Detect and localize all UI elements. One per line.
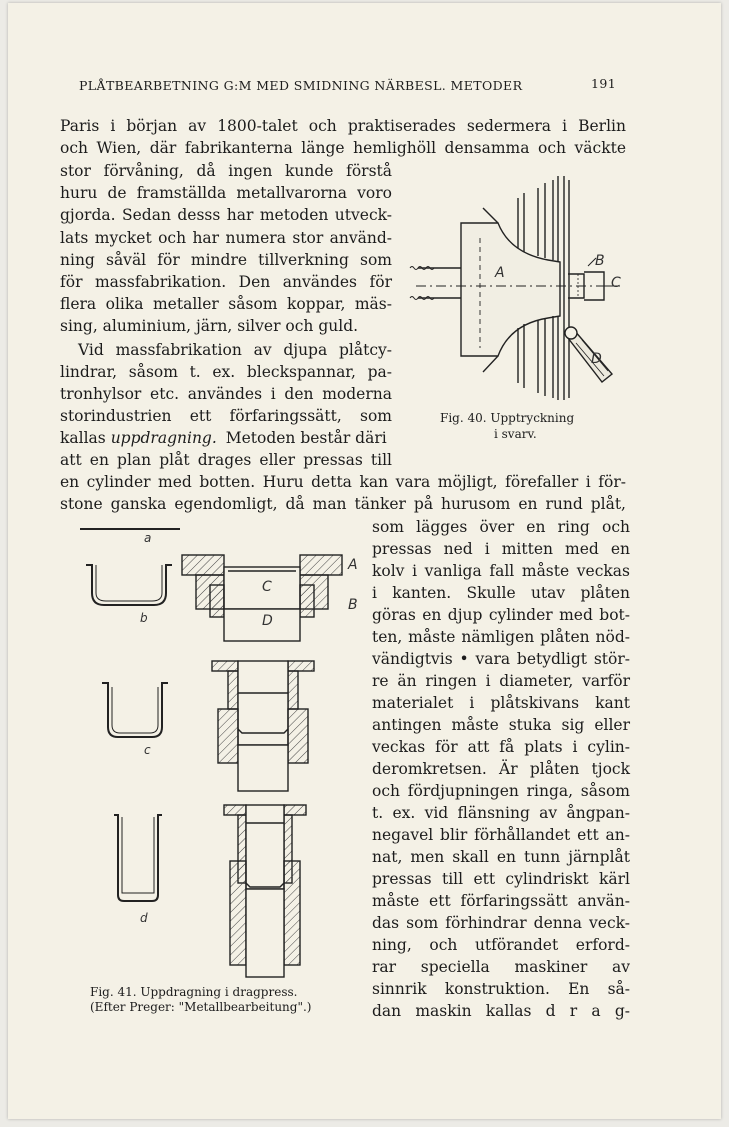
- running-title: PLÅTBEARBETNING G:M MED SMIDNING NÄRBESL. METODER: [79, 78, 523, 93]
- text-line: t. ex. vid flänsning av ångpan-: [372, 804, 630, 822]
- text-line: ten, måste nämligen plåten nöd-: [372, 628, 630, 646]
- text-line: sing, aluminium, järn, silver och guld.: [60, 317, 359, 335]
- text-line: Paris i början av 1800-talet och praktiserades sedermera i Berlin: [60, 117, 626, 135]
- text-line: kolv i vanliga fall måste veckas: [372, 562, 630, 580]
- fig41-label-a: a: [144, 531, 152, 545]
- fig41-label-c: c: [144, 743, 151, 757]
- fig41-caption: (Efter Preger: "Metallbearbeitung".): [90, 1000, 312, 1014]
- text-line: materialet i plåtskivans kant: [372, 694, 630, 712]
- text-line: dan maskin kallas d r a g-: [372, 1002, 630, 1020]
- fig41-label-D: D: [262, 613, 273, 629]
- text-line: för massfabrikation. Den användes för: [60, 273, 392, 291]
- fig40-label-a: A: [495, 265, 505, 281]
- text-line: lats mycket och har numera stor använd-: [60, 229, 392, 247]
- text-line: pressas ned i mitten med en: [372, 540, 630, 558]
- fig41-label-C: C: [262, 579, 272, 595]
- fig40-label-b: B: [595, 253, 605, 269]
- text-line: nat, men skall en tunn järnplåt: [372, 848, 630, 866]
- fig40-caption: Fig. 40. Upptryckning: [440, 411, 575, 425]
- text-line: deromkretsen. Är plåten tjock: [372, 760, 630, 778]
- fig41-label-B: B: [348, 597, 358, 613]
- text-line: huru de framställda metallvarorna voro: [60, 184, 392, 202]
- text-line: sinnrik konstruktion. En så-: [372, 980, 630, 998]
- text-line: gjorda. Sedan desss har metoden utveck-: [60, 206, 392, 224]
- text-line: en cylinder med botten. Huru detta kan vara möjligt, förefaller i för-: [60, 473, 626, 491]
- fig41-label-A: A: [348, 557, 358, 573]
- text-line: ning, och utförandet erford-: [372, 936, 630, 954]
- text-line: storindustrien ett förfaringssätt, som: [60, 407, 392, 425]
- book-page: [8, 3, 721, 1119]
- page-number: 191: [591, 76, 617, 91]
- fig40-label-c: C: [611, 275, 621, 291]
- text-line: vändigtvis • vara betydligt stör-: [372, 650, 630, 668]
- text-line: flera olika metaller såsom koppar, mäs-: [60, 295, 392, 313]
- text-line: pressas till ett cylindriskt kärl: [372, 870, 630, 888]
- text-line: lindrar, såsom t. ex. bleckspannar, pa-: [60, 363, 392, 381]
- text-line: stor förvåning, då ingen kunde förstå: [60, 162, 392, 180]
- fig41-drawpress-drawing: [68, 523, 358, 983]
- text-line: negavel blir förhållandet ett an-: [372, 826, 630, 844]
- text-line: veckas för att få plats i cylin-: [372, 738, 630, 756]
- text-line: att en plan plåt drages eller pressas till: [60, 451, 392, 469]
- fig41-label-d: d: [140, 911, 148, 925]
- text-line: tronhylsor etc. användes i den moderna: [60, 385, 392, 403]
- text-line: stone ganska egendomligt, då man tänker på hurusom en rund plåt,: [60, 495, 626, 513]
- text-line: rar speciella maskiner av: [372, 958, 630, 976]
- text-line: göras en djup cylinder med bot-: [372, 606, 630, 624]
- text-line: och fördjupningen ringa, såsom: [372, 782, 630, 800]
- text-line: och Wien, där fabrikanterna länge hemlighöll densamma och väckte: [60, 139, 626, 157]
- text-line: kallas uppdragning. Metoden består däri: [60, 429, 387, 447]
- fig40-label-d: D: [591, 351, 602, 367]
- fig40-lathe-drawing: [398, 168, 638, 408]
- text-line: das som förhindrar denna veck-: [372, 914, 630, 932]
- text-line: måste ett förfaringssätt använ-: [372, 892, 630, 910]
- text-line: antingen måste stuka sig eller: [372, 716, 630, 734]
- text-line: Vid massfabrikation av djupa plåtcy-: [78, 341, 392, 359]
- fig41-label-b: b: [140, 611, 148, 625]
- text-line: i kanten. Skulle utav plåten: [372, 584, 630, 602]
- text-line: re än ringen i diameter, varför: [372, 672, 630, 690]
- fig40-caption: i svarv.: [494, 427, 537, 441]
- text-line: ning såväl för mindre tillverkning som: [60, 251, 392, 269]
- fig41-caption: Fig. 41. Uppdragning i dragpress.: [90, 985, 298, 999]
- text-line: som lägges över en ring och: [372, 518, 630, 536]
